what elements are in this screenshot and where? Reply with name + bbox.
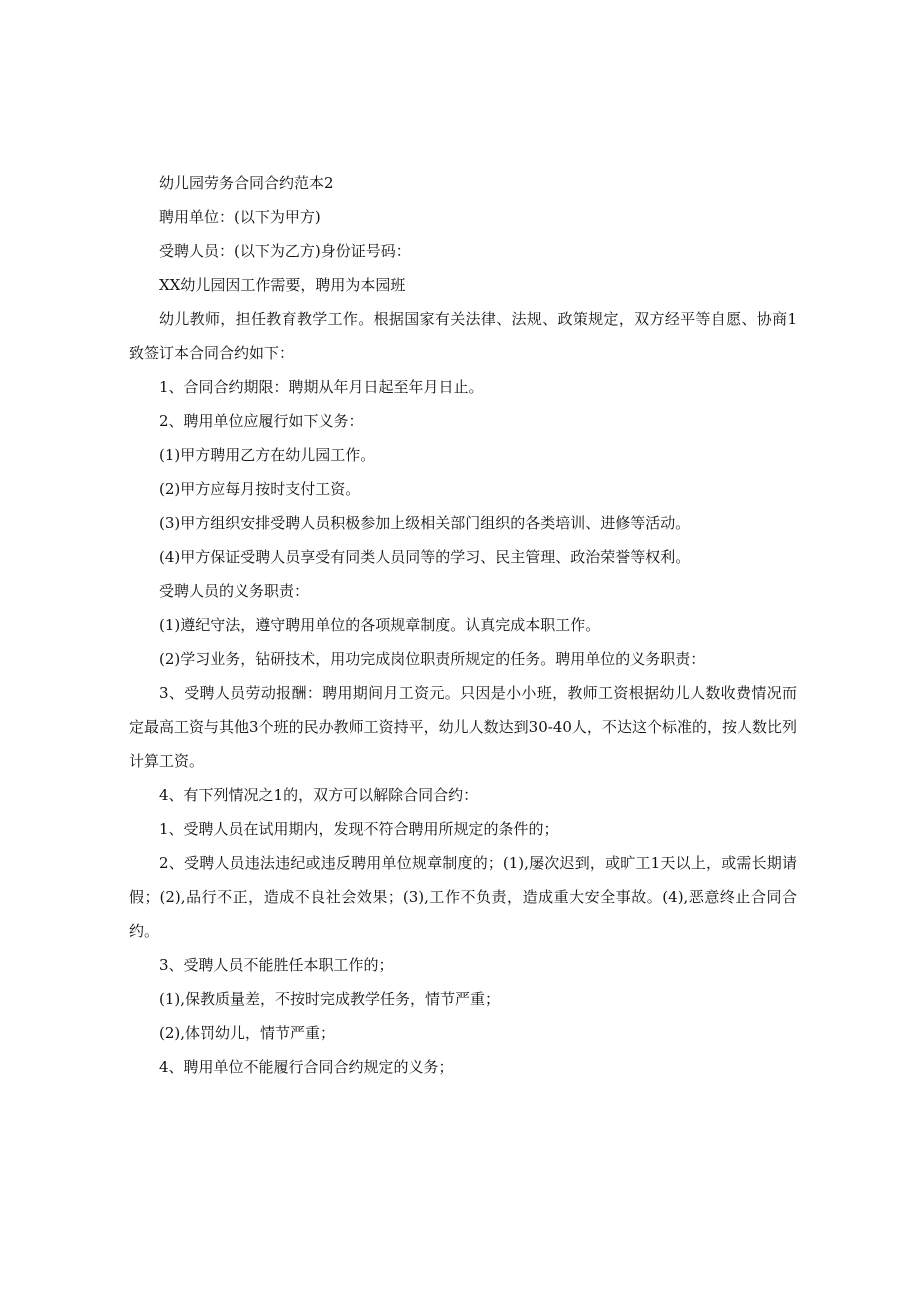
intro-paragraph: 幼儿教师，担任教育教学工作。根据国家有关法律、法规、政策规定，双方经平等自愿、协商1致签订本合同合约如下： bbox=[129, 310, 797, 362]
employer-line: 聘用单位：(以下为甲方) bbox=[159, 208, 321, 226]
employee-line: 受聘人员：(以下为乙方)身份证号码： bbox=[159, 242, 411, 260]
clause-4: 4、有下列情况之1的，双方可以解除合同合约： bbox=[159, 786, 479, 804]
clause-2-item-4: (4)甲方保证受聘人员享受有同类人员同等的学习、民主管理、政治荣誉等权利。 bbox=[159, 548, 691, 566]
termination-item-3-sub-1: (1),保教质量差，不按时完成教学任务，情节严重； bbox=[159, 990, 501, 1008]
employee-duty-1: (1)遵纪守法，遵守聘用单位的各项规章制度。认真完成本职工作。 bbox=[159, 616, 601, 634]
document-title: 幼儿园劳务合同合约范本2 bbox=[159, 174, 334, 192]
termination-item-1: 1、受聘人员在试用期内，发现不符合聘用所规定的条件的； bbox=[159, 820, 559, 838]
employee-duties-heading: 受聘人员的义务职责： bbox=[159, 582, 310, 600]
clause-2-item-3: (3)甲方组织安排受聘人员积极参加上级相关部门组织的各类培训、进修等活动。 bbox=[159, 514, 691, 532]
intro-line: XX幼儿园因工作需要，聘用为本园班 bbox=[159, 276, 406, 294]
clause-3: 3、受聘人员劳动报酬：聘用期间月工资元。只因是小小班，教师工资根据幼儿人数收费情况而定最高工资与其他3个班的民办教师工资持平，幼儿人数达到30-40人，不达这个标准的，按人数比列计算工资。 bbox=[129, 684, 797, 770]
termination-item-3: 3、受聘人员不能胜任本职工作的； bbox=[159, 956, 394, 974]
document-body bbox=[129, 166, 797, 1084]
clause-2-item-1: (1)甲方聘用乙方在幼儿园工作。 bbox=[159, 446, 376, 464]
employee-duty-2: (2)学习业务，钻研技术，用功完成岗位职责所规定的任务。聘用单位的义务职责： bbox=[159, 650, 706, 668]
termination-item-3-sub-2: (2),体罚幼儿，情节严重； bbox=[159, 1024, 336, 1042]
clause-1: 1、合同合约期限：聘期从年月日起至年月日止。 bbox=[159, 378, 484, 396]
clause-2: 2、聘用单位应履行如下义务： bbox=[159, 412, 364, 430]
termination-item-4: 4、聘用单位不能履行合同合约规定的义务； bbox=[159, 1058, 454, 1076]
termination-item-2: 2、受聘人员违法违纪或违反聘用单位规章制度的；(1),屡次迟到，或旷工1天以上，或需长期请假；(2),品行不正，造成不良社会效果；(3),工作不负责，造成重大安全事故。(4),恶意终止合同合约。 bbox=[129, 854, 797, 940]
clause-2-item-2: (2)甲方应每月按时支付工资。 bbox=[159, 480, 361, 498]
